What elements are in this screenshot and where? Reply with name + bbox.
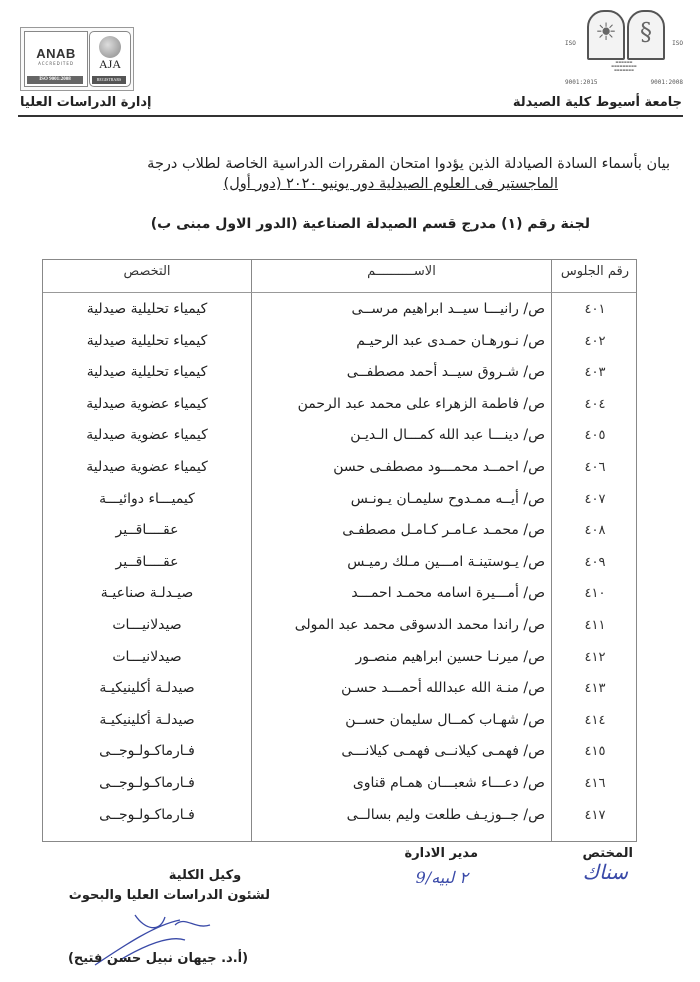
seat-number: ٤١٣ — [584, 681, 606, 697]
seat-number: ٤٠٧ — [584, 491, 606, 507]
table-row — [43, 454, 636, 485]
seat-number: ٤٠٤ — [584, 396, 606, 412]
specialist-label: المختص — [582, 846, 633, 861]
student-name: ص/ محمـد عـامـر كـامـل مصطفـى — [342, 522, 545, 539]
header-name: الاســــــــــم — [367, 264, 436, 279]
committee-heading: لجنة رقم (١) مدرج قسم الصيدلة الصناعية (الدور الاول مبنى ب) — [150, 216, 590, 232]
seat-number: ٤٠٣ — [584, 365, 606, 381]
student-name: ص/ شهـاب كمــال سليمان حســن — [345, 711, 545, 728]
aja-logo — [89, 31, 131, 87]
document-title-line2: الماجستير فى العلوم الصيدلية دور يونيو ٢٠٢٠ (دور أول) — [223, 176, 558, 192]
specialty: صيدلانيـــات — [112, 617, 182, 633]
iso-right-text: ISO — [672, 40, 683, 47]
table-row — [43, 296, 636, 327]
students-table — [42, 259, 637, 842]
header-seat-number: رقم الجلوس — [560, 264, 630, 279]
iso-text: ISO 9001:2008 — [27, 76, 83, 84]
table-row — [43, 644, 636, 675]
student-name: ص/ دينـــا عبد الله كمـــال الـديـن — [350, 427, 545, 444]
student-name: ص/ شـروق سيــد أحمد مصطفــى — [346, 364, 545, 381]
specialty: كيمياء تحليلية صيدلية — [86, 332, 208, 349]
document-title-line1: بيان بأسماء السادة الصيادلة الذين يؤدوا امتحان المقررات الدراسية الخاصة لطلاب درجة — [147, 156, 670, 172]
specialty: صيدلـة أكلينيكيـة — [99, 711, 195, 728]
seat-number: ٤١٥ — [584, 744, 606, 760]
accredited-text: ACCREDITED — [38, 61, 74, 66]
seat-number: ٤٠١ — [584, 302, 606, 317]
specialty: فـارماكـولـوجــى — [99, 775, 195, 791]
vice-dean-name: (أ.د. جيهان نبيل حسن فتيح) — [67, 951, 249, 966]
seat-number: ٤٠٥ — [584, 428, 606, 444]
university-arch-icon: ☀ — [587, 10, 625, 60]
specialty: صيـدلـة صناعيـة — [100, 585, 194, 602]
student-name: ص/ راندا محمد الدسوقى محمد عبد المولى — [294, 617, 545, 633]
student-name: ص/ جــوزيـف طلعت وليم بسالــى — [346, 806, 545, 823]
student-name: ص/ فهمـى كيلانــى فهمـى كيلانـــى — [341, 743, 545, 760]
pharmacy-snake-icon: § — [627, 10, 665, 60]
vice-dean-office: لشئون الدراسات العليا والبحوث — [68, 888, 270, 903]
seat-number: ٤٠٢ — [584, 333, 606, 349]
department-name: إدارة الدراسات العليا — [20, 95, 152, 110]
specialty: عقــــاقــير — [115, 553, 179, 570]
iso-standard-left: 9001:2015 — [565, 79, 598, 86]
institution-name: جامعة أسيوط كلية الصيدلة — [512, 95, 682, 110]
iso-standard-right: 9001:2008 — [650, 79, 683, 86]
seat-number: ٤٠٨ — [584, 523, 606, 539]
table-row — [43, 580, 636, 611]
faculty-seal-logo — [565, 8, 683, 90]
seat-number: ٤٠٩ — [584, 554, 606, 570]
specialty: فـارماكـولـوجــى — [99, 806, 195, 823]
student-name: ص/ أمـــيرة اسامه محمـد احمـــد — [351, 585, 545, 602]
header-row-divider — [43, 292, 636, 293]
admin-manager-label: مدير الادارة — [404, 846, 478, 861]
student-name: ص/ يـوستينـة امـــين مـلك رميـس — [347, 553, 545, 570]
table-row — [43, 486, 636, 517]
seat-number: ٤١٠ — [584, 586, 606, 602]
specialist-signature: سناك — [582, 860, 628, 884]
seal-fine-print: ▬▬▬▬▬▬ ▬▬▬▬▬▬▬▬▬ ▬▬▬▬▬▬▬ — [611, 60, 637, 72]
anab-text: ANAB — [36, 46, 76, 61]
specialty: فـارماكـولـوجــى — [99, 743, 195, 760]
header-specialty: التخصص — [123, 264, 171, 279]
admin-manager-signature: 9/٢ لبيه — [415, 868, 468, 887]
student-name: ص/ أيــه ممـدوح سليمـان يـونـس — [350, 490, 545, 507]
student-name: ص/ رانيـــا سيــد ابراهيم مرســى — [351, 301, 545, 317]
globe-icon — [99, 36, 121, 58]
specialty: عقــــاقــير — [115, 522, 179, 539]
specialty: كيمياء تحليلية صيدلية — [86, 364, 208, 381]
seat-number: ٤٠٦ — [584, 460, 606, 475]
seat-number: ٤١٤ — [584, 712, 606, 728]
seat-number: ٤١١ — [584, 618, 606, 633]
iso-left-text: ISO — [565, 40, 576, 47]
table-row — [43, 770, 636, 801]
table-row — [43, 707, 636, 738]
specialty: كيمياء عضوية صيدلية — [86, 459, 208, 475]
anab-logo — [24, 31, 88, 87]
anab-aja-accreditation-logo — [20, 27, 134, 91]
student-name: ص/ منـة الله عبدالله أحمـــد حسـن — [341, 680, 545, 697]
aja-text: AJA — [98, 57, 121, 71]
table-row — [43, 612, 636, 643]
specialty: صيدلانيـــات — [112, 648, 182, 665]
table-row — [43, 738, 636, 769]
table-row — [43, 359, 636, 390]
header-divider — [18, 115, 683, 117]
seat-number: ٤١٢ — [584, 649, 606, 665]
specialty: كيميـــاء دوائيـــة — [99, 490, 195, 507]
table-row — [43, 549, 636, 580]
registrars-text: REGISTRARS — [92, 76, 126, 84]
table-row — [43, 675, 636, 706]
student-name: ص/ ميرنـا حسين ابراهيم منصـور — [355, 648, 545, 665]
table-row — [43, 422, 636, 453]
vice-dean-title: وكيل الكلية — [168, 868, 242, 883]
student-name: ص/ فاطمة الزهراء على محمد عبد الرحمن — [297, 395, 545, 412]
table-row — [43, 391, 636, 422]
student-name: ص/ دعـــاء شعبـــان همـام قناوى — [352, 775, 545, 791]
table-row — [43, 802, 636, 833]
specialty: كيمياء عضوية صيدلية — [86, 395, 208, 412]
student-name: ص/ نـورهـان حمـدى عبد الرحيـم — [356, 332, 545, 349]
specialty: صيدلـة أكلينيكيـة — [99, 680, 195, 697]
specialty: كيمياء عضوية صيدلية — [86, 427, 208, 444]
specialty: كيمياء تحليلية صيدلية — [86, 301, 208, 317]
table-row — [43, 328, 636, 359]
table-row — [43, 517, 636, 548]
seat-number: ٤١٧ — [584, 807, 606, 823]
seat-number: ٤١٦ — [584, 776, 606, 791]
student-name: ص/ احمــد محمـــود مصطفـى حسن — [333, 459, 545, 475]
